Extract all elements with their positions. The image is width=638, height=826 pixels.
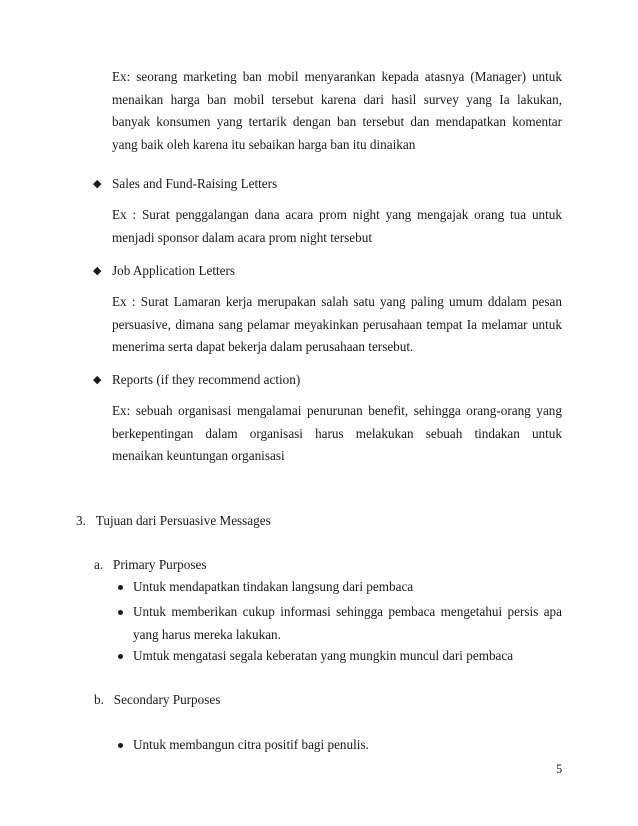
example-sales-paragraph: [112, 204, 562, 249]
bullet-sales-letters: Sales and Fund-Raising Letters: [112, 176, 278, 191]
text-line: yang baik oleh karena itu sebaikan harga ban itu dinaikan: [112, 136, 416, 152]
bullet-reports: Reports (if they recommend action): [112, 372, 301, 387]
bullet-dot-icon: [118, 610, 123, 615]
bullet-dot-icon: [118, 585, 123, 590]
text-line: Ex : Surat Lamaran kerja merupakan salah satu yang paling umum ddalam pesan: [112, 294, 562, 309]
bullet-dot-icon: [118, 654, 123, 659]
text-line: menerima serta dapat bekerja dalam perusahaan tersebut.: [112, 339, 414, 355]
primary-purpose-item: Umtuk mengatasi segala keberatan yang mungkin muncul dari pembaca: [133, 648, 514, 663]
subsection-b-heading: b. Secondary Purposes: [94, 692, 221, 707]
text-line: menaikan keuntungan organisasi: [112, 448, 285, 464]
subsection-a-heading: a. Primary Purposes: [94, 557, 207, 572]
primary-purpose-item: [133, 601, 562, 646]
text-line: menaikan harga ban mobil tersebut karena dari hasil survey yang Ia lakukan,: [112, 91, 562, 107]
primary-purpose-item: Untuk mendapatkan tindakan langsung dari pembaca: [133, 579, 414, 594]
text-line: menjadi sponsor dalam acara prom night tersebut: [112, 229, 373, 245]
diamond-bullet-icon: ◆: [93, 374, 102, 386]
page-number: 5: [556, 762, 563, 776]
example-manager-paragraph: [112, 66, 562, 156]
diamond-bullet-icon: ◆: [93, 178, 102, 190]
bullet-job-application: Job Application Letters: [112, 263, 236, 278]
diamond-bullet-icon: ◆: [93, 265, 102, 277]
bullet-dot-icon: [118, 743, 123, 748]
text-line: Untuk memberikan cukup informasi sehingga pembaca mengetahui persis apa: [133, 604, 562, 619]
text-line: yang harus mereka lakukan.: [133, 626, 281, 642]
secondary-purpose-item: Untuk membangun citra positif bagi penulis.: [133, 737, 369, 752]
text-line: Ex: seorang marketing ban mobil menyarankan kepada atasnya (Manager) untuk: [112, 69, 562, 84]
text-line: Ex : Surat penggalangan dana acara prom night yang mengajak orang tua untuk: [112, 207, 562, 222]
section-heading: 3. Tujuan dari Persuasive Messages: [76, 513, 271, 528]
example-reports-paragraph: [112, 400, 562, 468]
text-line: persuasive, dimana sang pelamar meyakinkan perusahaan tempat Ia melamar untuk: [112, 316, 562, 332]
example-job-paragraph: [112, 291, 562, 359]
text-line: banyak konsumen yang tertarik dengan ban tersebut dan mendapatkan komentar: [112, 114, 562, 130]
text-line: berkepentingan dalam organisasi harus melakukan sebuah tindakan untuk: [112, 425, 562, 441]
text-line: Ex: sebuah organisasi mengalamai penurunan benefit, sehingga orang-orang yang: [112, 403, 562, 418]
